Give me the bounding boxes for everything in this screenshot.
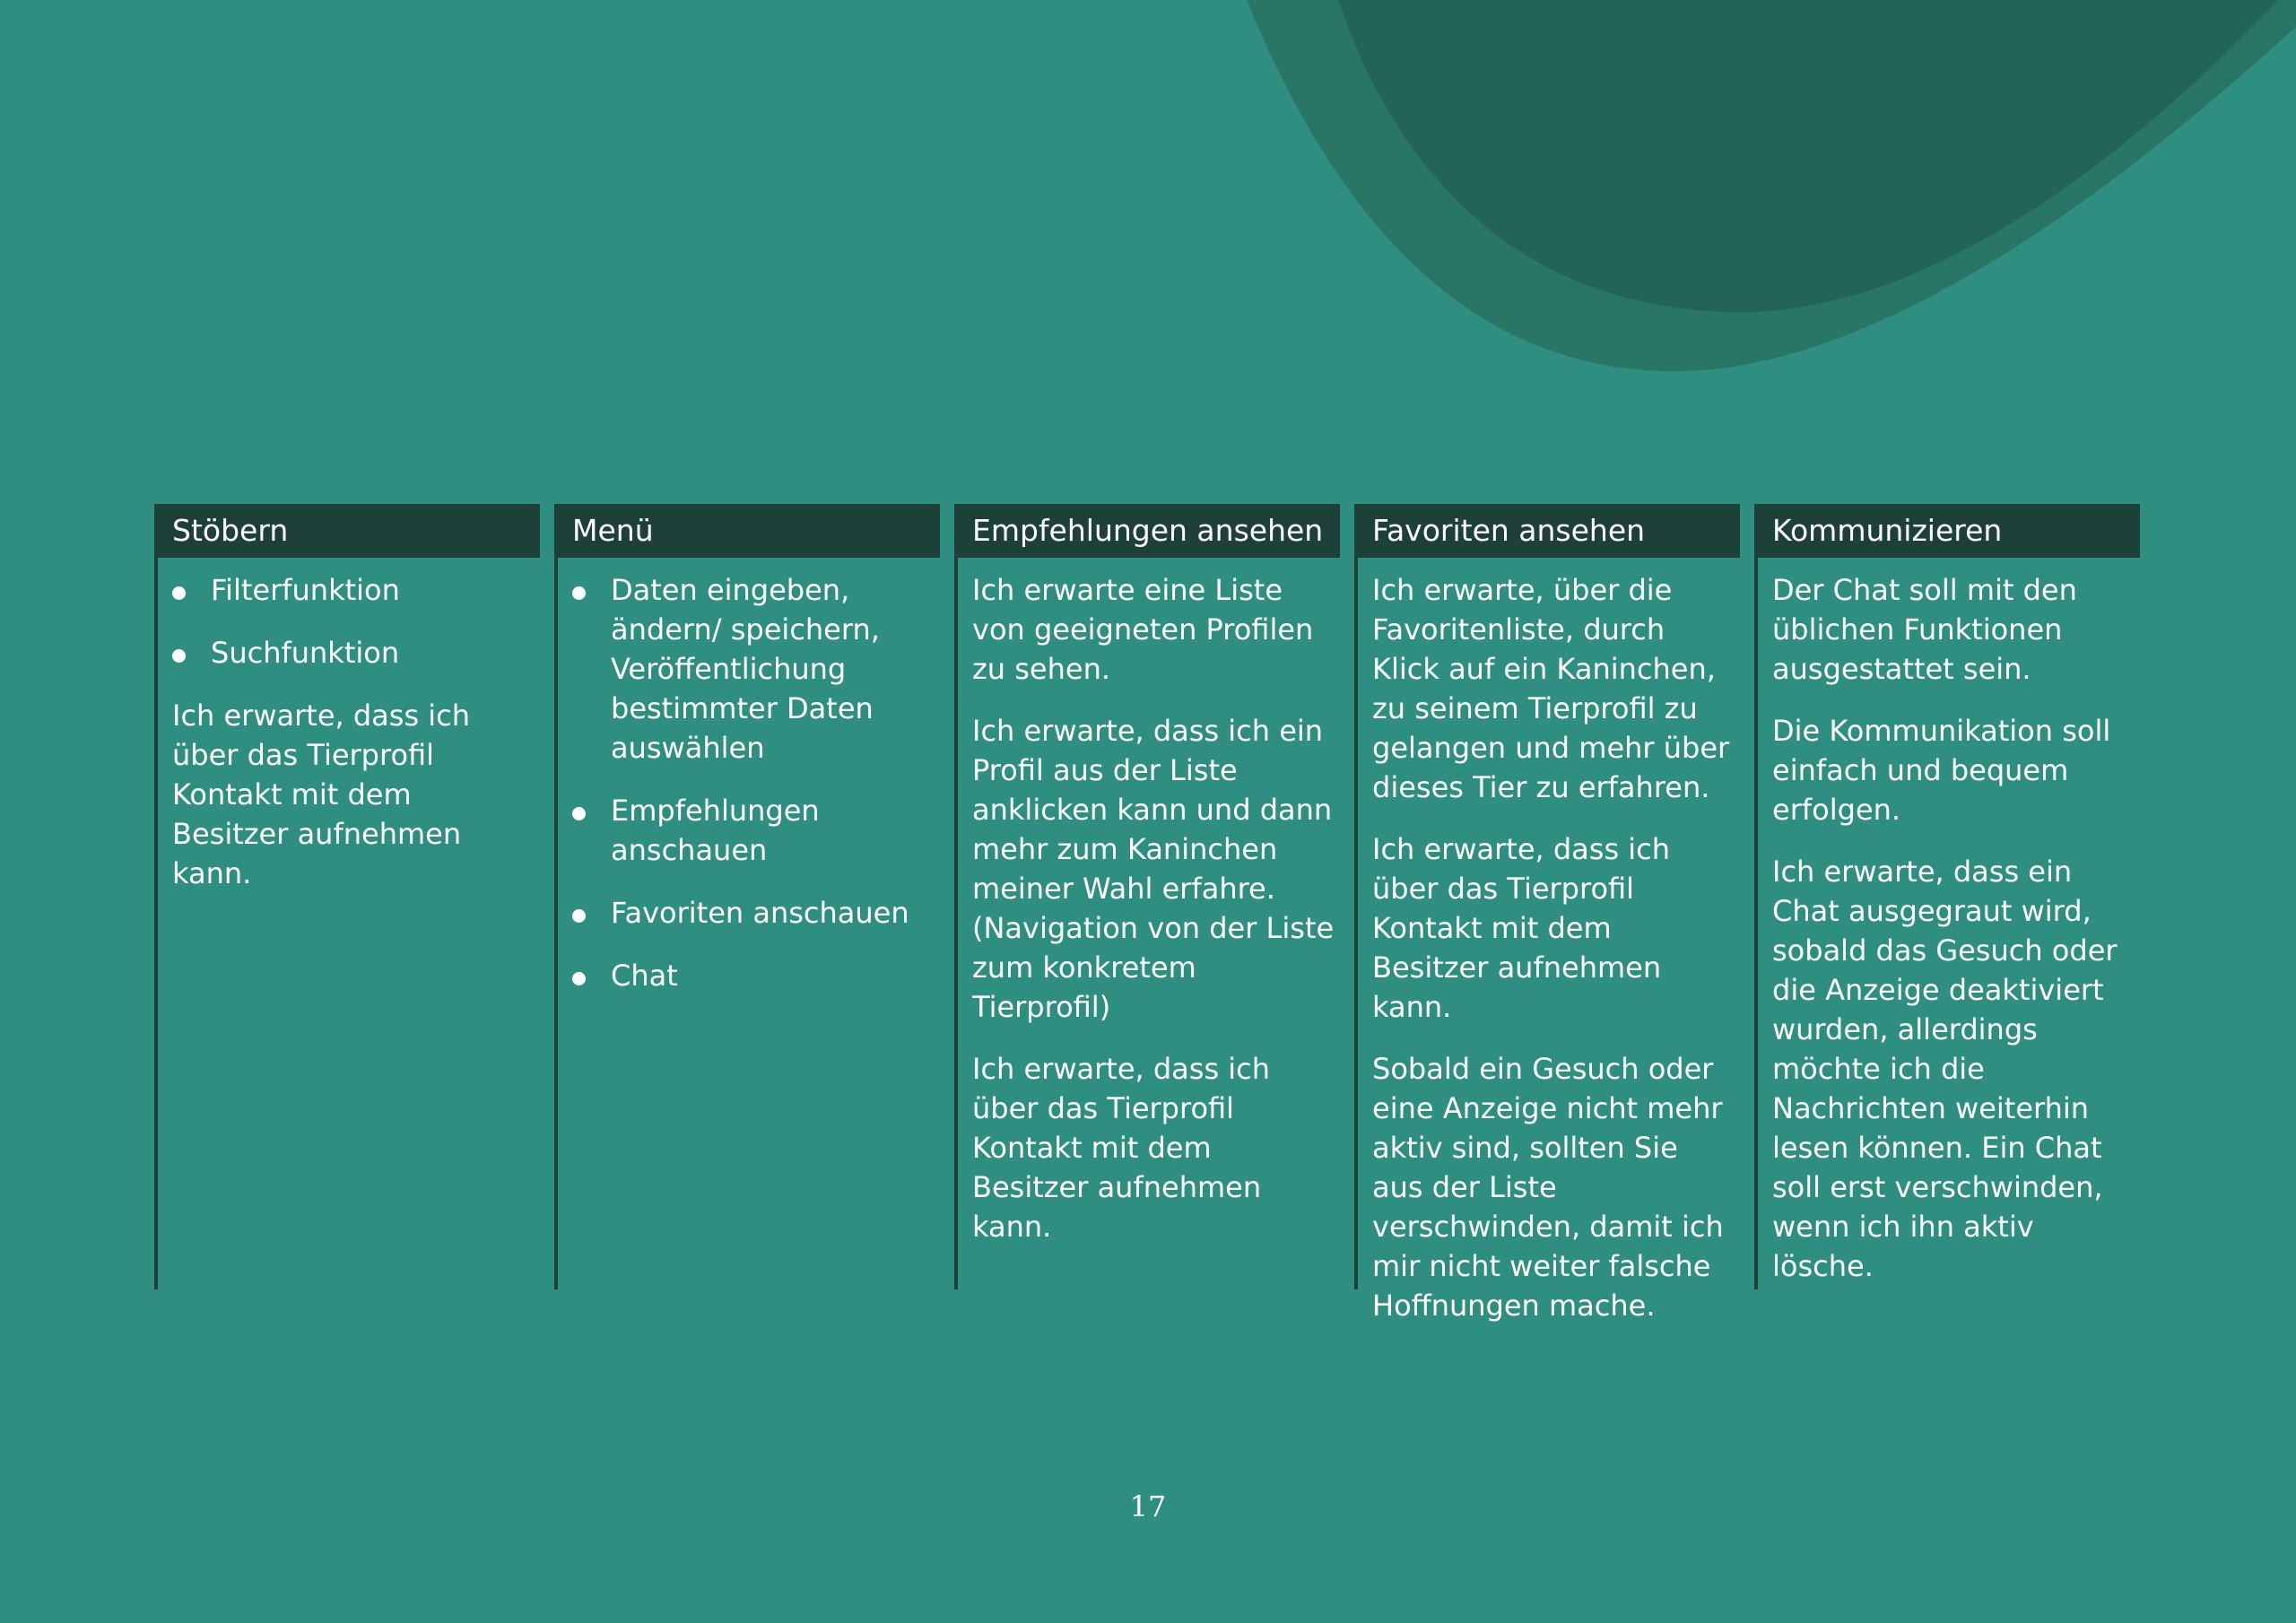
paragraph: Ich erwarte, über die Favoritenliste, durch Klick auf ein Kaninchen, zu seinem Tierprofil zu gelangen und mehr über dieses Tier zu erfahren. bbox=[1372, 573, 1730, 804]
requirements-columns bbox=[154, 504, 2144, 1323]
column-header-kommunizieren: Kommunizieren bbox=[1754, 504, 2140, 558]
column-body-kommunizieren bbox=[1758, 558, 2140, 1286]
column-favoriten-ansehen bbox=[1354, 504, 1740, 1323]
paragraph: Der Chat soll mit den üblichen Funktionen ausgestattet sein. bbox=[1772, 573, 2077, 686]
bullet-icon bbox=[572, 972, 586, 985]
column-menue bbox=[554, 504, 940, 1289]
column-stoebern bbox=[154, 504, 540, 1289]
column-body-menue bbox=[558, 558, 940, 995]
list-item: Favoriten anschauen bbox=[572, 893, 935, 933]
bullet-icon bbox=[172, 649, 186, 663]
column-empfehlungen-ansehen bbox=[954, 504, 1340, 1289]
bullet-icon bbox=[572, 807, 586, 820]
paragraph: Ich erwarte, dass ein Chat ausgegraut wird, sobald das Gesuch oder die Anzeige deaktiviert wurden, allerdings möchte ich die Nachrichten weiterhin lesen können. Ein Chat soll erst verschwinden, wenn ich ihn aktiv lösche. bbox=[1772, 855, 2118, 1283]
list-item: Daten eingeben, ändern/ speichern, Veröffentlichung bestimmter Daten auswählen bbox=[572, 570, 935, 768]
column-body-stoebern bbox=[158, 558, 540, 893]
column-header-empfehlungen-ansehen: Empfehlungen ansehen bbox=[954, 504, 1340, 558]
bullet-list bbox=[172, 570, 535, 673]
bullet-icon bbox=[172, 586, 186, 600]
column-body-favoriten-ansehen bbox=[1358, 558, 1740, 1325]
paragraph: Ich erwarte, dass ich ein Profil aus der Liste anklicken kann und dann mehr zum Kaninchen meiner Wahl erfahre. (Navigation von der Liste zum konkretem Tierprofil) bbox=[972, 714, 1335, 1024]
column-header-favoriten-ansehen: Favoriten ansehen bbox=[1354, 504, 1740, 558]
bullet-list bbox=[572, 570, 935, 995]
list-item: Empfehlungen anschauen bbox=[572, 791, 935, 870]
paragraph: Die Kommunikation soll einfach und bequem erfolgen. bbox=[1772, 714, 2111, 827]
paragraph: Sobald ein Gesuch oder eine Anzeige nicht mehr aktiv sind, sollten Sie aus der Liste verschwinden, damit ich mir nicht weiter falsche Hoffnungen mache. bbox=[1372, 1052, 1724, 1323]
list-item: Filterfunktion bbox=[172, 570, 535, 610]
column-header-stoebern: Stöbern bbox=[154, 504, 540, 558]
paragraph: Ich erwarte, dass ich über das Tierprofil Kontakt mit dem Besitzer aufnehmen kann. bbox=[1372, 832, 1671, 1024]
list-item: Chat bbox=[572, 956, 935, 995]
paragraph: Ich erwarte, dass ich über das Tierprofil Kontakt mit dem Besitzer aufnehmen kann. bbox=[172, 699, 471, 890]
paragraph: Ich erwarte eine Liste von geeigneten Profilen zu sehen. bbox=[972, 573, 1314, 686]
column-header-menue: Menü bbox=[554, 504, 940, 558]
column-body-empfehlungen-ansehen bbox=[958, 558, 1340, 1246]
column-kommunizieren bbox=[1754, 504, 2140, 1289]
bullet-icon bbox=[572, 909, 586, 923]
list-item: Suchfunktion bbox=[172, 633, 535, 673]
paragraph: Ich erwarte, dass ich über das Tierprofil Kontakt mit dem Besitzer aufnehmen kann. bbox=[972, 1052, 1271, 1244]
bullet-icon bbox=[572, 586, 586, 600]
page-number: 17 bbox=[1129, 1489, 1167, 1523]
